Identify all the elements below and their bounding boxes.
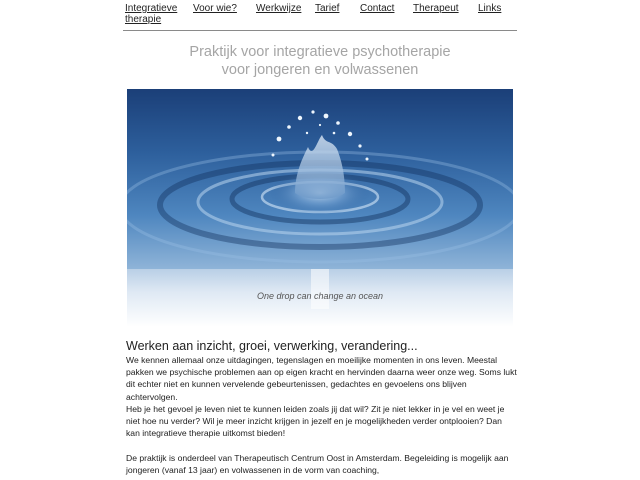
page-heading (123, 43, 517, 79)
intro-paragraph: We kennen allemaal onze uitdagingen, tegenslagen en moeilijke momenten in ons leven. Meestal pakken we psychische problemen aan op eigen kracht en hervinden daarna weer onze weg. Soms lukt dit echter niet en kunnen vervelende gebeurtenissen, gedachtes en gevoelens ons blijven achtervolgen. (126, 355, 517, 402)
section-title: Werken aan inzicht, groei, verwerking, verandering... (126, 339, 418, 353)
heading-line-2: voor jongeren en volwassenen (221, 62, 419, 78)
nav-link-links[interactable]: Links (478, 3, 502, 14)
nav-link-werkwijze[interactable]: Werkwijze (256, 3, 302, 14)
nav-link-integratieve-therapie[interactable]: Integratieve therapie (125, 3, 178, 25)
main-content (126, 339, 518, 476)
nav-link-voor-wie[interactable]: Voor wie? (193, 3, 237, 14)
hero-caption: One drop can change an ocean (256, 291, 384, 301)
top-navigation (123, 0, 517, 31)
nav-link-therapeut[interactable]: Therapeut (413, 3, 459, 14)
nav-link-tarief[interactable]: Tarief (315, 3, 340, 14)
heading-line-1: Praktijk voor integratieve psychotherapie (189, 44, 451, 60)
practice-paragraph: De praktijk is onderdeel van Therapeutisch Centrum Oost in Amsterdam. Begeleiding is mogelijk aan jongeren (vanaf 13 jaar) en volwassenen in de vorm van coaching, (126, 452, 509, 475)
question-paragraph: Heb je het gevoel je leven niet te kunnen leiden zoals jij dat wil? Zit je niet lekker in je vel en weet je niet hoe nu verder? Wil je meer inzicht krijgen in jezelf en je mogelijkheden verder ontplooien? Dan kan integratieve therapie uitkomst bieden! (126, 403, 505, 439)
nav-link-contact[interactable]: Contact (360, 3, 395, 14)
